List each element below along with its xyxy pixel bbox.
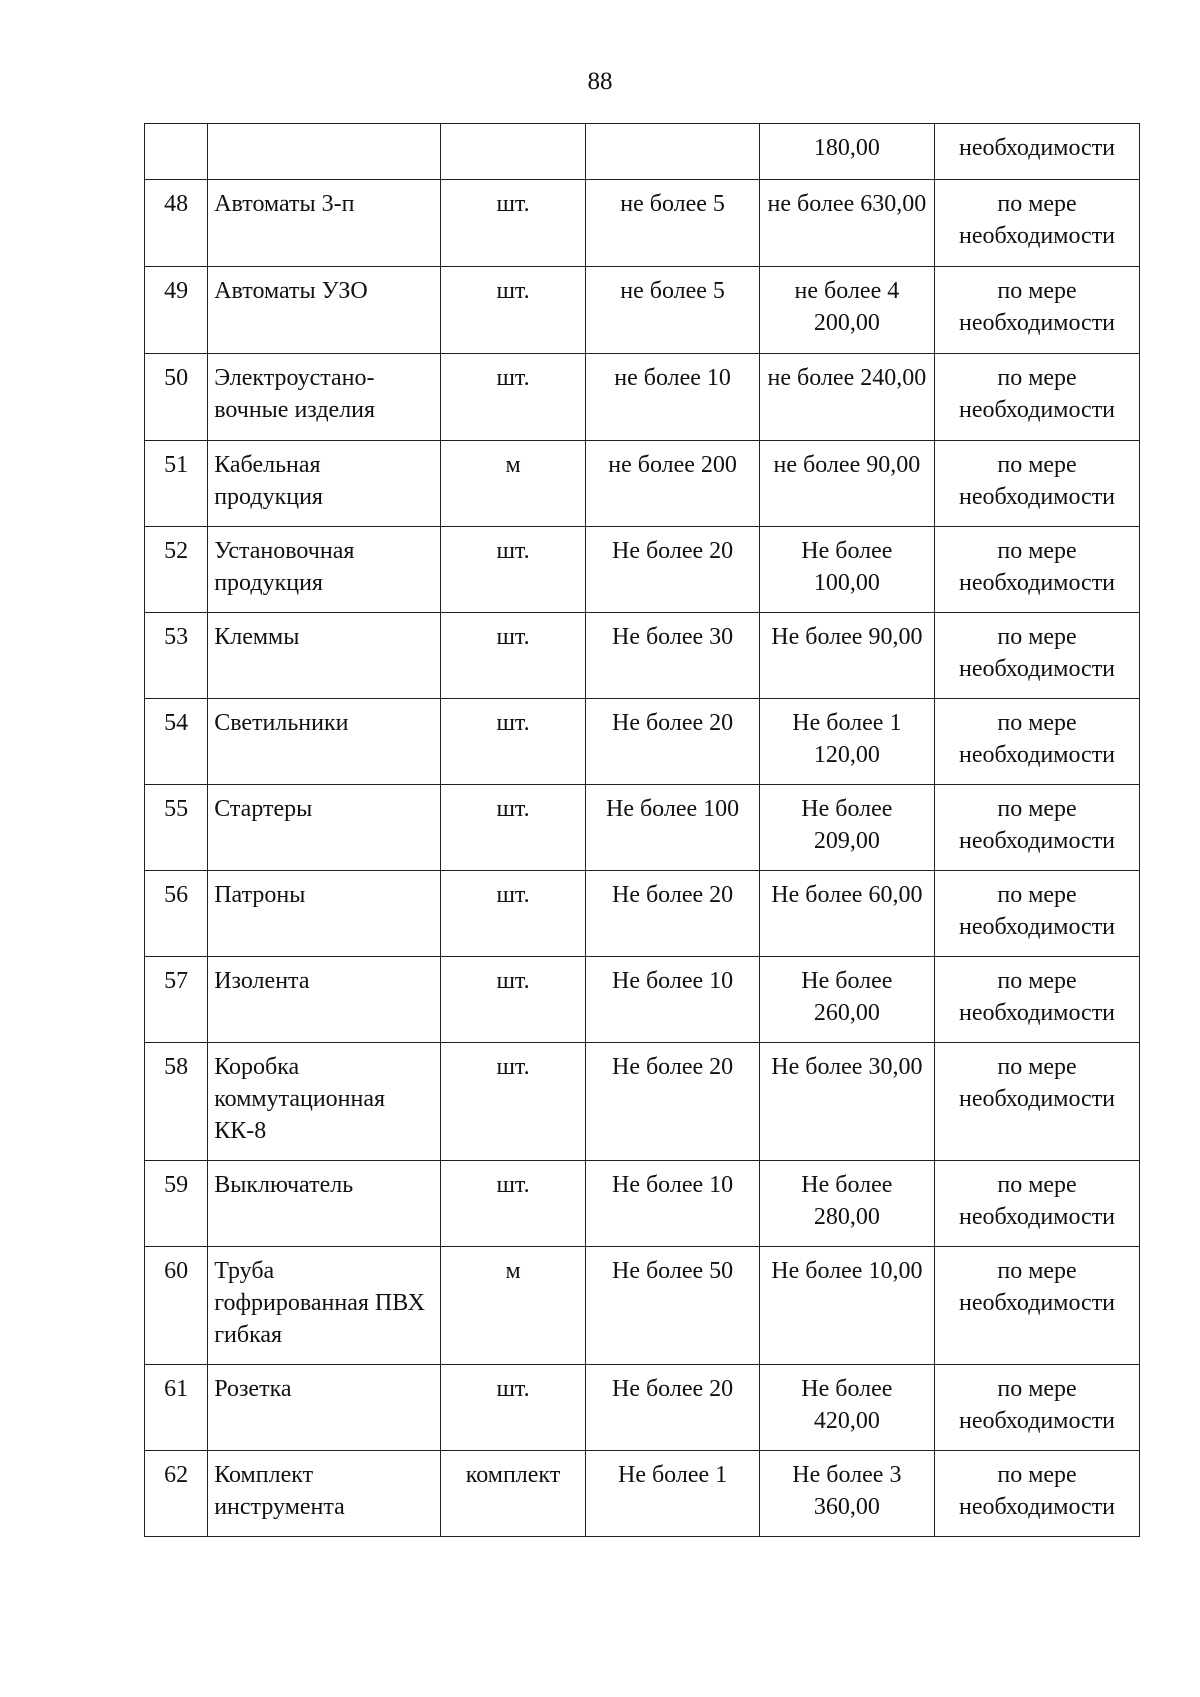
item-unit: шт. (440, 527, 586, 613)
item-name: Клеммы (208, 613, 440, 699)
table-row (145, 613, 1140, 699)
row-number: 48 (145, 180, 208, 267)
table-row (145, 1451, 1140, 1537)
item-unit: шт. (440, 1161, 586, 1247)
item-unit: шт. (440, 613, 586, 699)
item-unit: шт. (440, 785, 586, 871)
row-number: 56 (145, 871, 208, 957)
row-number (145, 124, 208, 180)
item-unit: м (440, 441, 586, 527)
item-quantity: Не более 50 (586, 1247, 759, 1365)
item-unit (440, 124, 586, 180)
item-period: по мере необходимости (935, 1451, 1140, 1537)
item-quantity: Не более 20 (586, 1365, 759, 1451)
item-name: Светильники (208, 699, 440, 785)
row-number: 58 (145, 1043, 208, 1161)
item-name: Электроустано-вочные изделия (208, 354, 440, 441)
item-period: по мере необходимости (935, 613, 1140, 699)
item-period: по мере необходимости (935, 527, 1140, 613)
item-name: Стартеры (208, 785, 440, 871)
item-price: Не более 260,00 (759, 957, 934, 1043)
item-period: по мере необходимости (935, 1043, 1140, 1161)
table-row (145, 180, 1140, 267)
row-number: 51 (145, 441, 208, 527)
item-price: не более 630,00 (759, 180, 934, 267)
table-row (145, 124, 1140, 180)
item-name: Автоматы УЗО (208, 267, 440, 354)
table-row (145, 1247, 1140, 1365)
item-period: по мере необходимости (935, 871, 1140, 957)
item-quantity: Не более 20 (586, 527, 759, 613)
item-unit: шт. (440, 699, 586, 785)
row-number: 61 (145, 1365, 208, 1451)
row-number: 54 (145, 699, 208, 785)
row-number: 60 (145, 1247, 208, 1365)
table-row (145, 1161, 1140, 1247)
row-number: 49 (145, 267, 208, 354)
item-period: по мере необходимости (935, 699, 1140, 785)
page-number: 88 (587, 68, 613, 95)
row-number: 62 (145, 1451, 208, 1537)
row-number: 50 (145, 354, 208, 441)
table-row (145, 354, 1140, 441)
item-quantity: Не более 10 (586, 957, 759, 1043)
item-price: Не более 280,00 (759, 1161, 934, 1247)
row-number: 52 (145, 527, 208, 613)
item-quantity: Не более 1 (586, 1451, 759, 1537)
table-row (145, 267, 1140, 354)
item-quantity: не более 5 (586, 180, 759, 267)
item-period: по мере необходимости (935, 957, 1140, 1043)
item-period: по мере необходимости (935, 180, 1140, 267)
row-number: 53 (145, 613, 208, 699)
table-row (145, 441, 1140, 527)
item-price: Не более 30,00 (759, 1043, 934, 1161)
row-number: 59 (145, 1161, 208, 1247)
item-quantity: Не более 20 (586, 1043, 759, 1161)
item-name: Розетка (208, 1365, 440, 1451)
item-quantity (586, 124, 759, 180)
item-unit: шт. (440, 354, 586, 441)
item-quantity: Не более 10 (586, 1161, 759, 1247)
item-quantity: не более 200 (586, 441, 759, 527)
item-price: не более 4 200,00 (759, 267, 934, 354)
item-price: не более 90,00 (759, 441, 934, 527)
item-quantity: не более 5 (586, 267, 759, 354)
table-row (145, 1365, 1140, 1451)
item-unit: шт. (440, 957, 586, 1043)
item-name: Коробка коммутационная КК-8 (208, 1043, 440, 1161)
item-name (208, 124, 440, 180)
item-name: Патроны (208, 871, 440, 957)
table-row (145, 527, 1140, 613)
item-period: необходимости (935, 124, 1140, 180)
table-row (145, 871, 1140, 957)
row-number: 55 (145, 785, 208, 871)
item-unit: м (440, 1247, 586, 1365)
item-period: по мере необходимости (935, 1365, 1140, 1451)
item-name: Труба гофрированная ПВХ гибкая (208, 1247, 440, 1365)
item-price: Не более 209,00 (759, 785, 934, 871)
item-price: 180,00 (759, 124, 934, 180)
item-price: не более 240,00 (759, 354, 934, 441)
item-name: Выключатель (208, 1161, 440, 1247)
items-table (144, 123, 1140, 1537)
item-period: по мере необходимости (935, 441, 1140, 527)
item-price: Не более 1 120,00 (759, 699, 934, 785)
table-row (145, 1043, 1140, 1161)
item-name: Автоматы 3-п (208, 180, 440, 267)
item-quantity: Не более 30 (586, 613, 759, 699)
item-unit: шт. (440, 267, 586, 354)
item-period: по мере необходимости (935, 1247, 1140, 1365)
item-price: Не более 3 360,00 (759, 1451, 934, 1537)
item-quantity: не более 10 (586, 354, 759, 441)
item-unit: шт. (440, 180, 586, 267)
item-quantity: Не более 100 (586, 785, 759, 871)
item-price: Не более 420,00 (759, 1365, 934, 1451)
table-row (145, 699, 1140, 785)
item-price: Не более 60,00 (759, 871, 934, 957)
item-period: по мере необходимости (935, 785, 1140, 871)
item-period: по мере необходимости (935, 267, 1140, 354)
item-price: Не более 100,00 (759, 527, 934, 613)
item-quantity: Не более 20 (586, 699, 759, 785)
item-price: Не более 10,00 (759, 1247, 934, 1365)
item-name: Изолента (208, 957, 440, 1043)
table-row (145, 957, 1140, 1043)
item-name: Кабельная продукция (208, 441, 440, 527)
item-name: Установочная продукция (208, 527, 440, 613)
item-unit: комплект (440, 1451, 586, 1537)
item-price: Не более 90,00 (759, 613, 934, 699)
item-period: по мере необходимости (935, 1161, 1140, 1247)
item-unit: шт. (440, 871, 586, 957)
row-number: 57 (145, 957, 208, 1043)
item-quantity: Не более 20 (586, 871, 759, 957)
item-period: по мере необходимости (935, 354, 1140, 441)
item-unit: шт. (440, 1365, 586, 1451)
item-name: Комплект инструмента (208, 1451, 440, 1537)
item-unit: шт. (440, 1043, 586, 1161)
table-row (145, 785, 1140, 871)
